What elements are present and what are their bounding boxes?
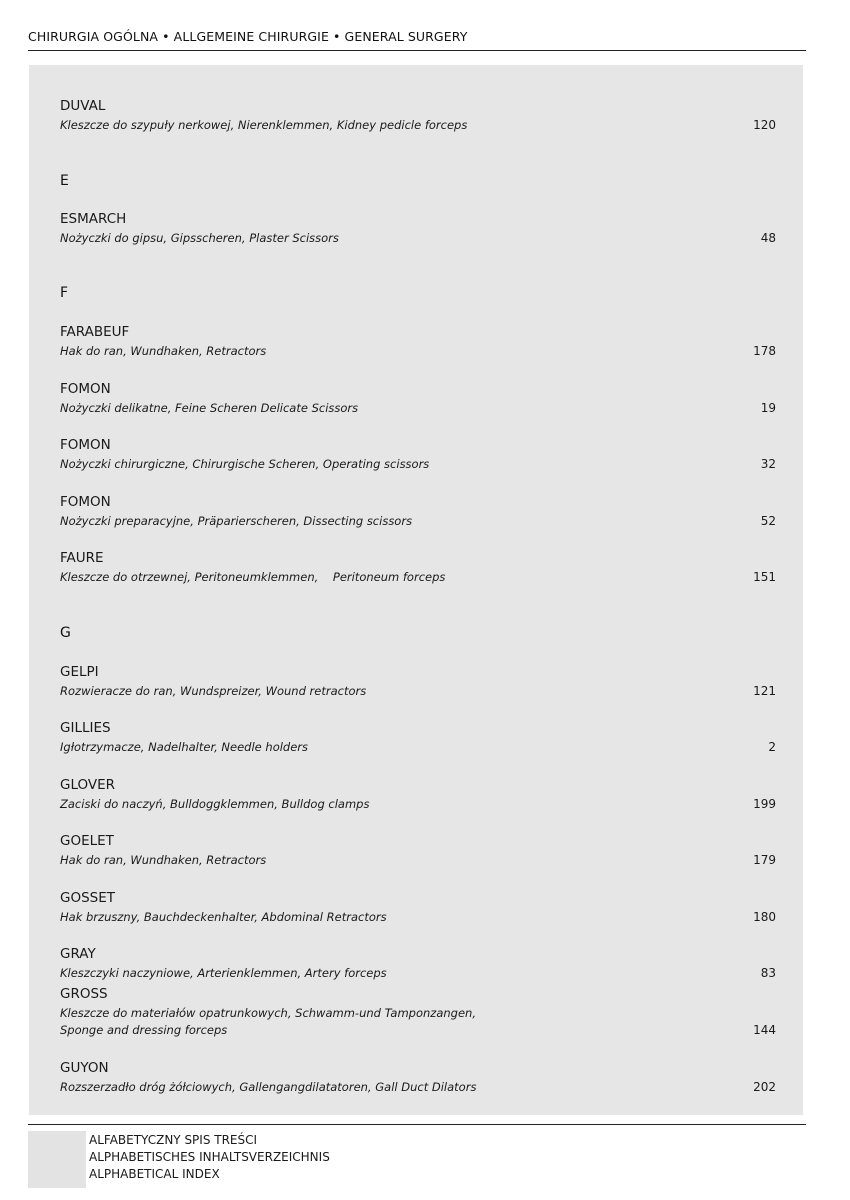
section-letter-g: G xyxy=(60,625,71,641)
entry-description: Hak do ran, Wundhaken, Retractors xyxy=(60,853,267,867)
entry-page-number: 32 xyxy=(760,457,776,471)
entry-page-number: 199 xyxy=(753,797,776,811)
entry-description: Rozwieracze do ran, Wundspreizer, Wound retractors xyxy=(60,684,367,698)
entry-name: FOMON xyxy=(60,381,111,397)
entry-page-number: 83 xyxy=(760,966,776,980)
footer-label-german: ALPHABETISCHES INHALTSVERZEICHNIS xyxy=(89,1150,330,1164)
entry-page-number: 180 xyxy=(753,910,776,924)
entry-page-number: 179 xyxy=(753,853,776,867)
entry-description: Kleszcze do otrzewnej, Peritoneumklemmen, Peritoneum forceps xyxy=(60,570,446,584)
entry-name: GELPI xyxy=(60,664,99,680)
entry-description: Nożyczki chirurgiczne, Chirurgische Scheren, Operating scissors xyxy=(60,457,430,471)
entry-name: GOELET xyxy=(60,833,114,849)
entry-page-number: 144 xyxy=(753,1023,776,1037)
entry-name: DUVAL xyxy=(60,98,106,114)
entry-page-number: 52 xyxy=(760,514,776,528)
entry-name: GLOVER xyxy=(60,777,116,793)
page-header-title: CHIRURGIA OGÓLNA • ALLGEMEINE CHIRURGIE • GENERAL SURGERY xyxy=(28,29,468,44)
entry-page-number: 120 xyxy=(753,118,776,132)
entry-name: GOSSET xyxy=(60,890,116,906)
entry-name: FARABEUF xyxy=(60,324,130,340)
entry-description: Kleszcze do szypuły nerkowej, Nierenklemmen, Kidney pedicle forceps xyxy=(60,118,468,132)
section-letter-e: E xyxy=(60,173,69,189)
entry-page-number: 178 xyxy=(753,344,776,358)
entry-name: GILLIES xyxy=(60,720,111,736)
entry-name: FAURE xyxy=(60,550,104,566)
entry-description: Nożyczki do gipsu, Gipsscheren, Plaster Scissors xyxy=(60,231,339,245)
entry-description: Nożyczki delikatne, Feine Scheren Delicate Scissors xyxy=(60,401,359,415)
footer-gray-block xyxy=(28,1131,86,1188)
entry-name: FOMON xyxy=(60,494,111,510)
entry-description: Hak brzuszny, Bauchdeckenhalter, Abdominal Retractors xyxy=(60,910,387,924)
entry-page-number: 151 xyxy=(753,570,776,584)
footer-label-polish: ALFABETYCZNY SPIS TREŚCI xyxy=(89,1133,258,1147)
entry-name: FOMON xyxy=(60,437,111,453)
header-divider xyxy=(28,50,806,51)
footer-divider xyxy=(28,1124,806,1125)
entry-description: Rozszerzadło dróg żółciowych, Gallengangdilatatoren, Gall Duct Dilators xyxy=(60,1080,477,1094)
entry-description: Nożyczki preparacyjne, Präparierscheren, Dissecting scissors xyxy=(60,514,413,528)
entry-page-number: 121 xyxy=(753,684,776,698)
entry-description-continued: Sponge and dressing forceps xyxy=(60,1023,228,1037)
entry-description: Igłotrzymacze, Nadelhalter, Needle holders xyxy=(60,740,309,754)
entry-name: GRAY xyxy=(60,946,96,962)
footer-label-english: ALPHABETICAL INDEX xyxy=(89,1167,220,1181)
entry-page-number: 19 xyxy=(760,401,776,415)
section-letter-f: F xyxy=(60,285,69,301)
index-panel xyxy=(29,65,803,1115)
entry-page-number: 202 xyxy=(753,1080,776,1094)
entry-name: GUYON xyxy=(60,1060,109,1076)
entry-description: Hak do ran, Wundhaken, Retractors xyxy=(60,344,267,358)
entry-name: GROSS xyxy=(60,986,108,1002)
entry-description: Kleszcze do materiałów opatrunkowych, Schwamm-und Tamponzangen, xyxy=(60,1006,476,1020)
entry-page-number: 2 xyxy=(768,740,776,754)
entry-page-number: 48 xyxy=(760,231,776,245)
entry-name: ESMARCH xyxy=(60,211,127,227)
entry-description: Zaciski do naczyń, Bulldoggklemmen, Bulldog clamps xyxy=(60,797,370,811)
entry-description: Kleszczyki naczyniowe, Arterienklemmen, Artery forceps xyxy=(60,966,387,980)
